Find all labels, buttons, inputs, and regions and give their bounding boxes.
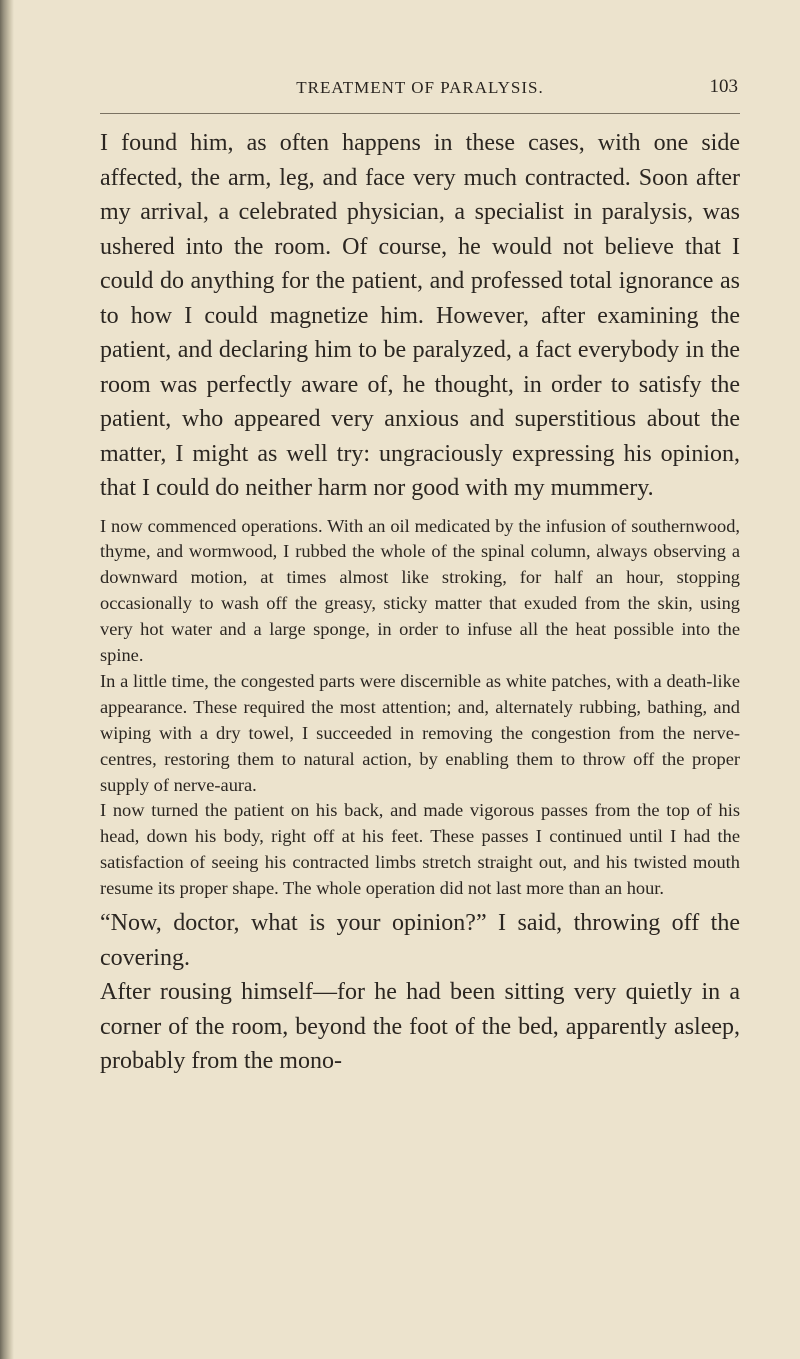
page-body xyxy=(100,126,740,1079)
header-rule xyxy=(100,113,740,114)
paragraph-doctor-visit: I found him, as often happens in these cases, with one side affected, the arm, leg, and face very much contracted. Soon after my arrival, a celebrated physician, a specialist in paralysis, was ushered into the room. Of course, he would not believe that I could do anything for the patient, and professed total ignorance as to how I could magnetize him. However, after examining the patient, and declaring him to be paralyzed, a fact everybody in the room was perfectly aware of, he thought, in order to satisfy the patient, who appeared very anxious and superstitious about the matter, I might as well try: ungraciously expressing his opinion, that I could do neither harm nor good with my mummery. xyxy=(100,130,740,501)
paragraph-doctor-question: “Now, doctor, what is your opinion?” I said, throwing off the covering. xyxy=(100,910,740,971)
page-binding-shadow xyxy=(0,0,14,1359)
paragraph-passes: I now turned the patient on his back, and made vigorous passes from the top of his head, down his body, right off at his feet. These passes I continued until I had the satisfaction of seeing his contracted limbs stretch straight out, and his twisted mouth resume its proper shape. The whole operation did not last more than an hour. xyxy=(100,800,740,899)
paragraph-operations: I now commenced operations. With an oil medicated by the infusion of southernwood, thyme, and wormwood, I rubbed the whole of the spinal column, always observing a downward motion, at times almost like stroking, for half an hour, stopping occasionally to wash off the greasy, sticky matter that exuded from the skin, using very hot water and a large sponge, in order to infuse all the heat possible into the spine. xyxy=(100,515,740,666)
running-title: TREATMENT OF PARALYSIS. xyxy=(296,78,544,97)
page-header xyxy=(100,78,740,108)
paragraph-congested-parts: In a little time, the congested parts were discernible as white patches, with a death-like appearance. These required the most attention; and, alternately rubbing, bathing, and wiping with a dry towel, I succeeded in removing the congestion from the nerve-centres, restoring them to natural action, by enabling them to throw off the proper supply of nerve-aura. xyxy=(100,670,740,795)
paragraph-rousing: After rousing himself—for he had been sitting very quietly in a corner of the room, beyond the foot of the bed, apparently asleep, probably from the mono- xyxy=(100,979,740,1075)
page-number: 103 xyxy=(709,76,738,97)
